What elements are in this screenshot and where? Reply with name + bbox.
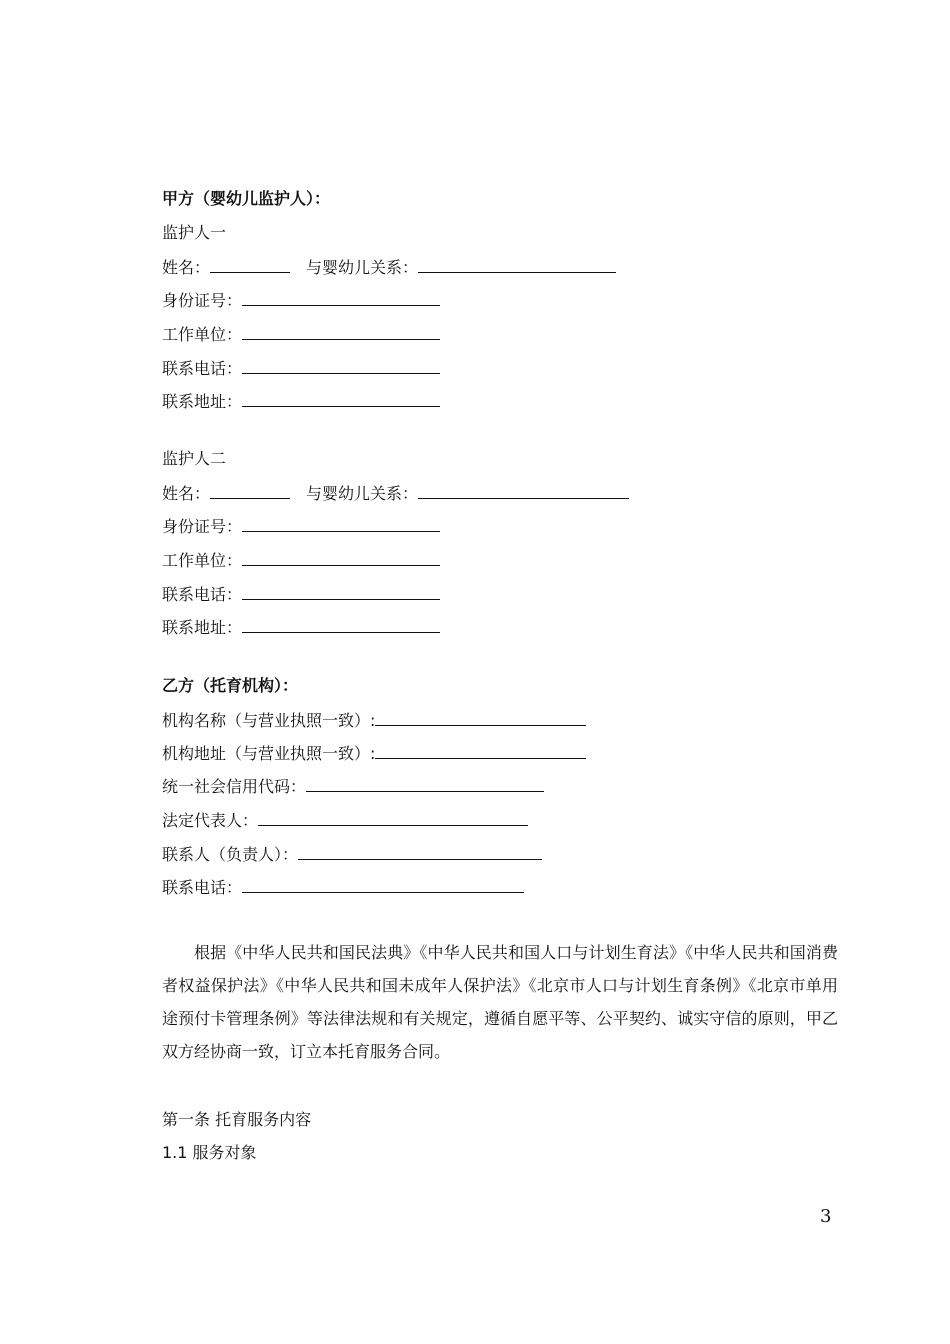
org-phone-label: 联系电话：: [162, 878, 243, 897]
org-name-row: [162, 708, 586, 732]
guardian2-phone-label: 联系电话：: [162, 585, 243, 604]
guardian1-work-row: [162, 322, 440, 346]
legal-rep-row: [162, 808, 528, 832]
org-phone-row: [162, 875, 524, 899]
guardian1-name-label: 姓名：: [162, 258, 211, 277]
guardian1-id-row: [162, 288, 440, 312]
section-1-1: 1.1 服务对象: [162, 1143, 257, 1162]
guardian1-address-row: [162, 389, 440, 413]
guardian2-title: 监护人二: [162, 449, 227, 468]
credit-code-label: 统一社会信用代码：: [162, 777, 307, 796]
party-b-heading: 乙方（托育机构）：: [162, 676, 299, 695]
contact-label: 联系人（负责人）：: [162, 845, 299, 864]
guardian2-work-field[interactable]: [242, 548, 440, 566]
guardian2-phone-row: [162, 582, 440, 606]
guardian2-name-row: [162, 481, 629, 505]
page-number: 3: [820, 1206, 832, 1227]
contact-field[interactable]: [298, 842, 542, 860]
preamble-paragraph: 根据《中华人民共和国民法典》《中华人民共和国人口与计划生育法》《中华人民共和国消费者权益保护法》《中华人民共和国未成年人保护法》《北京市人口与计划生育条例》《北京市单用途预付卡管理条例》等法律法规和有关规定，遵循自愿平等、公平契约、诚实守信的原则，甲乙双方经协商一致，订立本托育服务合同。: [162, 943, 838, 1061]
credit-code-row: [162, 774, 544, 798]
guardian2-work-row: [162, 548, 440, 572]
legal-rep-label: 法定代表人：: [162, 811, 259, 830]
guardian2-id-label: 身份证号：: [162, 517, 243, 536]
credit-code-field[interactable]: [306, 774, 544, 792]
org-address-label: 机构地址（与营业执照一致）:: [162, 744, 376, 763]
guardian2-relation-label: 与婴幼儿关系：: [306, 484, 419, 503]
guardian1-address-label: 联系地址：: [162, 392, 243, 411]
guardian1-title: 监护人一: [162, 223, 227, 242]
contact-row: [162, 842, 542, 866]
guardian2-phone-field[interactable]: [242, 582, 440, 600]
party-a-heading: 甲方（婴幼儿监护人）：: [162, 189, 331, 208]
guardian1-phone-label: 联系电话：: [162, 359, 243, 378]
guardian1-name-row: [162, 255, 616, 279]
guardian1-address-field[interactable]: [242, 389, 440, 407]
guardian1-id-label: 身份证号：: [162, 291, 243, 310]
guardian1-work-label: 工作单位：: [162, 325, 243, 344]
guardian2-id-row: [162, 514, 440, 538]
guardian1-work-field[interactable]: [242, 322, 440, 340]
article1-title: 第一条 托育服务内容: [162, 1110, 312, 1129]
guardian2-relation-field[interactable]: [418, 481, 629, 499]
guardian2-name-label: 姓名：: [162, 484, 211, 503]
org-address-row: [162, 741, 586, 765]
org-address-field[interactable]: [375, 741, 586, 759]
legal-rep-field[interactable]: [258, 808, 528, 826]
org-name-field[interactable]: [375, 708, 586, 726]
org-phone-field[interactable]: [242, 875, 524, 893]
guardian1-relation-label: 与婴幼儿关系：: [306, 258, 419, 277]
guardian1-relation-field[interactable]: [418, 255, 616, 273]
guardian1-phone-field[interactable]: [242, 356, 440, 374]
guardian2-work-label: 工作单位：: [162, 551, 243, 570]
guardian1-phone-row: [162, 356, 440, 380]
guardian2-id-field[interactable]: [242, 514, 440, 532]
guardian2-address-field[interactable]: [242, 615, 440, 633]
guardian1-id-field[interactable]: [242, 288, 440, 306]
guardian1-name-field[interactable]: [210, 255, 290, 273]
guardian2-name-field[interactable]: [210, 481, 290, 499]
guardian2-address-row: [162, 615, 440, 639]
guardian2-address-label: 联系地址：: [162, 618, 243, 637]
org-name-label: 机构名称（与营业执照一致）:: [162, 711, 376, 730]
